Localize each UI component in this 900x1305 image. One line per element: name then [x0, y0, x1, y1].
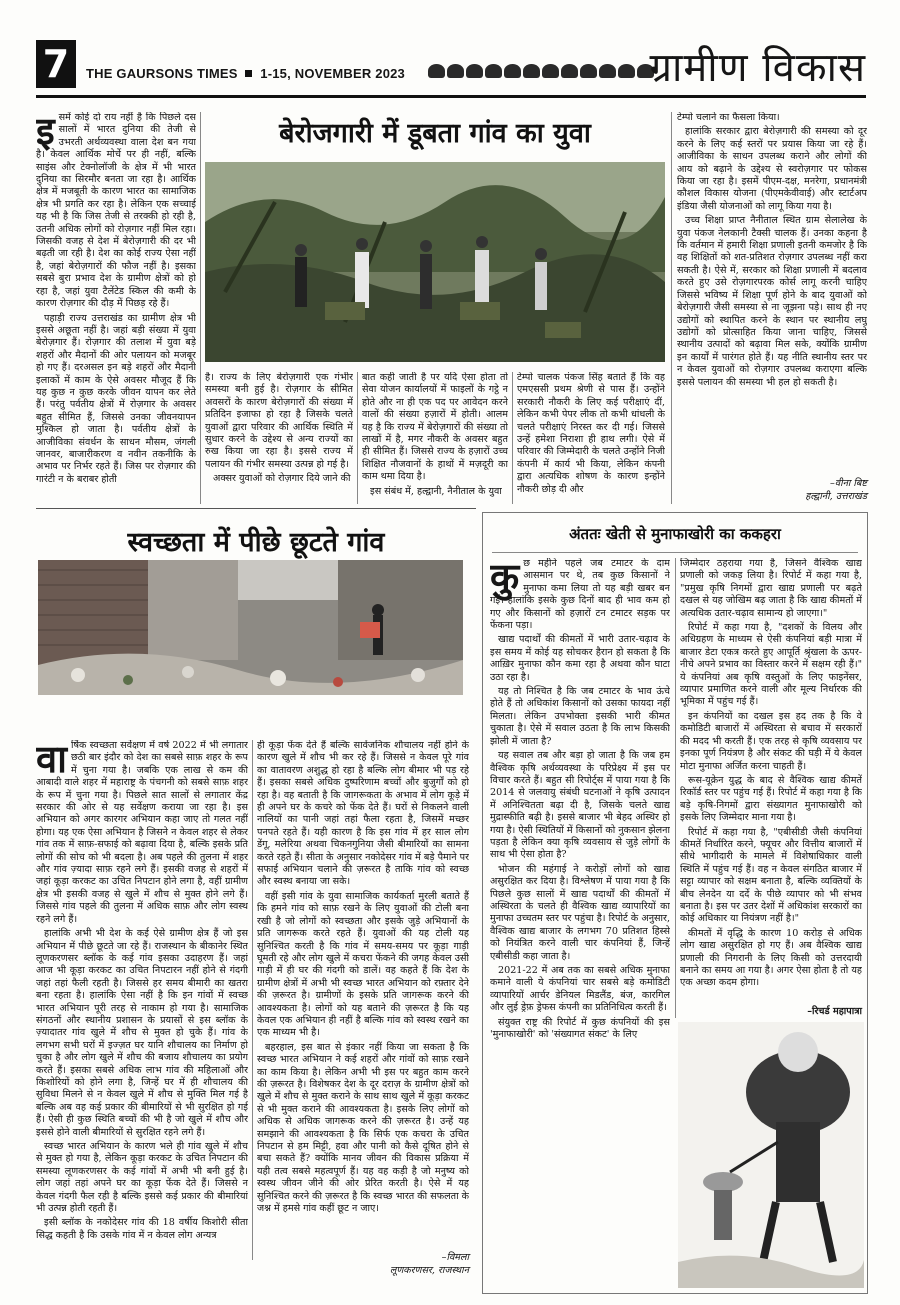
paper-name-line	[86, 66, 405, 81]
article1-col4	[517, 372, 665, 504]
paragraph: इसी ब्लॉक के नकोदेसर गांव की 18 वर्षीय किशोरी सीता सिद्ध कहती है कि उसके गांव में न केवल लोग अन्यत्र	[36, 1217, 248, 1241]
paragraph: यह सवाल तब और बड़ा हो जाता है कि जब हम वैश्विक कृषि अर्थव्यवस्था के परिप्रेक्ष्य में इस पर विचार करते हैं। बहुत सी रिपोर्ट्स में पाया गया है कि 2014 से जलवायु संबंधी घटनाओं ने कृषि उत्पादन में अनिश्चितता बढ़ा दी है, जिसके चलते खाद्य मुद्रास्फीति बढ़ी है। इससे बाजार भी बेहद अस्थिर हो गया है। ऐसी स्थितियों में किसानों को नुकसान झेलना पड़ता है लेकिन क्या कृषि व्यवसाय से जुड़े लोगों के साथ भी ऐसा होता है?	[490, 750, 670, 861]
diya-icon	[428, 64, 445, 78]
article2-byline	[257, 1250, 469, 1276]
diya-icon	[466, 64, 483, 78]
paragraph: यह तो निश्चित है कि जब टमाटर के भाव ऊंचे होते हैं तो अधिकांश किसानों को उसका फायदा नहीं मिलता। लेकिन उपभोक्ता इसकी भारी कीमत चुकाता है। ऐसे में सवाल उठता है कि लाभ किसकी झोली में जाता है?	[490, 686, 670, 747]
paper-name: THE GAURSONS TIMES	[86, 66, 238, 81]
paragraph: संयुक्त राष्ट्र की रिपोर्ट में कुछ कंपनियों की इस 'मुनाफाखोरी' को 'संख्यागत संकट' के लिए	[490, 1016, 670, 1041]
author: –वीना बिष्ट	[829, 478, 867, 489]
masthead	[36, 40, 866, 92]
diya-icon	[523, 64, 540, 78]
drop-cap: इ	[36, 112, 55, 153]
diya-icon	[447, 64, 464, 78]
diya-icon	[504, 64, 521, 78]
column-divider	[512, 372, 513, 504]
paragraph: है। राज्य के लिए बेरोज़गारी एक गंभीर समस्या बनी हुई है। रोज़गार के सीमित अवसरों के कारण बेरोज़गारों की संख्या में प्रतिदिन इजाफा हो रहा है जिसके चलते युवाओं द्वारा परिवार की आर्थिक स्थिति में सुधार करने के उद्देश्य से अन्य राज्यों का रुख किया जा रहा है। इससे राज्य में पलायन की गंभीर समस्या उत्पन्न हो गई है।	[205, 372, 353, 470]
diya-icon	[561, 64, 578, 78]
cartoon-illustration	[678, 1022, 864, 1288]
paragraph: बहरहाल, इस बात से इंकार नहीं किया जा सकता है कि स्वच्छ भारत अभियान ने कई शहरों और गांवों को साफ़ रखने का काम किया है। लेकिन अभी भी इस पर बहुत काम करने की ज़रूरत है। विशेषकर देश के दूर दराज़ के ग्रामीण क्षेत्रों को खुले में शौच से मुक्त कराने के साथ साथ खुले में कूड़ा करकट से भी मुक्त कराने की आवश्यकता है। इसके लिए लोगों को अधिक से अधिक जागरूक करने की ज़रूरत है। उन्हें यह समझाने की आवश्यकता है कि सिर्फ एक कचरा के उचित निपटान से हम मिट्टी, हवा और पानी को कैसे दूषित होने से बचा सकते हैं? क्योंकि मानव जीवन की विकास प्रक्रिया में यही तत्व सबसे महत्वपूर्ण हैं। यह वह कड़ी है जो मनुष्य को स्वस्थ जीवन जीने की ओर प्रेरित करती है। ऐसे में यह सुनिश्चित करने की ज़रूरत है कि स्वच्छ भारत की सफलता के जश्न में हमसे गांव कहीं छूट न जाए।	[257, 1041, 469, 1215]
paragraph: हालांकि सरकार द्वारा बेरोज़गारी की समस्या को दूर करने के लिए कई स्तरों पर प्रयास किया जा रहे हैं। आजीविका के साधन उपलब्ध कराने और लोगों की आय को बढ़ाने के उद्देश्य से स्वरोज़गार पर फोकस किया जा रहा है। इसमें पीएम-दक्ष, मनरेगा, प्रधानमंत्री कौशल विकास योजना (पीएमकेवीवाई) और स्टार्टअप इंडिया जैसी योजनाओं को लागू किया गया है।	[677, 126, 867, 212]
square-bullet-icon	[245, 70, 252, 77]
paragraph: इस संबंध में, हल्द्वानी, नैनीताल के युवा	[370, 485, 502, 497]
paragraph: र्षिक स्वच्छता सर्वेक्षण में वर्ष 2022 में भी लगातार छठी बार इंदौर को देश का सबसे साफ़ शहर के रूप में चुना गया है। जबकि एक लाख से कम की आबादी वाले शहर में महाराष्ट्र के पंचगनी को सबसे साफ़ शहर के रूप में चुना गया है। पिछले सात सालों से लगातार केंद्र सरकार की ओर से यह सर्वेक्षण कराया जा रहा है। इस अभियान को अगर कारगर अभियान कहा जाए तो गलत नहीं होगा। यह एक ऐसा अभियान है जिसने न केवल शहर से लेकर गांव तक में साफ़-सफाई को बढ़ावा दिया है, बल्कि इसके प्रति लोगों की सोच को भी बदला है। अब पहले की तुलना में शहर और गांव ज़्यादा साफ़ रहने लगे हैं। इसकी वजह से शहरों में जहां कूड़ा करकट का उचित निपटान होने लगा है, वहीं ग्रामीण क्षेत्र भी इसकी वजह से खुले में शौच से मुक्त होने लगे हैं। जिससे गांव पहले की तुलना में अधिक साफ़ और लोग स्वस्थ रहने लगे हैं।	[36, 740, 248, 925]
article1-col1	[36, 112, 196, 504]
paragraph: वहीं इसी गांव के युवा सामाजिक कार्यकर्ता मुरली बताते हैं कि हमने गांव को साफ़ रखने के लिए युवाओं की टोली बना रखी है जो लोगों को स्वच्छता और इसके जुड़े अभियानों के प्रति जागरूक करते रहते हैं। युवाओं की यह टोली यह सुनिश्चित करती है कि गांव में समय-समय पर कूड़ा गाड़ी घूमती रहे और लोग खुले में कचरा फेंकने की जगह केवल उसी गाड़ी में ही घर की गंदगी को डालें। वह कहते हैं कि देश के ग्रामीण क्षेत्रों में अभी भी स्वच्छ भारत अभियान को रफ़्तार देने की ज़रूरत है। ग्रामीणों के इसके प्रति जागरूक करने की आवश्यकता है। लोगों को यह बताने की ज़रूरत है कि यह केवल एक अभियान ही नहीं है बल्कि गांव को स्वस्थ रखने का एक माध्यम भी है।	[257, 890, 469, 1039]
article3-col2	[680, 558, 862, 998]
page-number: 7	[36, 40, 76, 88]
article1-headline: बेरोजगारी में डूबता गांव का युवा	[279, 118, 591, 149]
article1-col5	[677, 112, 867, 472]
drop-cap: कु	[490, 558, 520, 599]
youth-field-illustration	[205, 162, 665, 362]
paragraph: समें कोई दो राय नहीं है कि पिछले दस सालों में भारत दुनिया की तेजी से उभरती अर्थव्यवस्था वाला देश बन गया है। केवल आर्थिक मोर्चे पर ही नहीं, बल्कि साइंस और टेक्नोलॉजी के क्षेत्र में भी भारत दुनिया का सिरमौर बनता जा रहा है। आर्थिक क्षेत्र में मजबूती के कारण भारत का सामाजिक क्षेत्र भी प्रगति कर रहा है। लेकिन एक सच्चाई यह भी है कि जिस तेजी से तरक्की हो रही है, उतनी अधिक लोगों को रोज़गार नहीं मिल रहा। जिसकी वजह से देश में बेरोज़गारी की दर भी बढ़ती जा रही है। देश का कोई राज्य ऐसा नहीं है, जहां बेरोज़गारों की फौज नहीं है। इसका सबसे बुरा प्रभाव देश के ग्रामीण क्षेत्रों को हो रहा है, जहां युवा टैलेंटेड स्किल की कमी के कारण रोज़गार की दौड़ में पिछड़ रहे हैं।	[36, 112, 196, 310]
article1-col2	[205, 372, 353, 504]
section-title: ग्रामीण विकास	[649, 45, 866, 91]
paragraph: उच्च शिक्षा प्राप्त नैनीताल स्थित ग्राम सेलालेख के युवा पंकज नेलकानी टैक्सी चालक हैं। उनका कहना है कि वर्तमान में हमारी शिक्षा प्रणाली इतनी कमजोर है कि वह शिक्षितों को शत-प्रतिशत रोज़गार उपलब्ध नहीं करा सकती है। ऐसे में, सरकार को शिक्षा प्रणाली में बदलाव करते हुए उसे रोज़गारपरक कोर्स लागू करनी चाहिए जिससे भविष्य में शिक्षा पूर्ण होने के बाद युवाओं को बेरोज़गारी जैसी समस्या से ना जूझना पड़े। साथ ही नए उद्योगों को स्थापित करने के स्थान पर स्थानीय लघु उद्योगों को प्रोत्साहित किया जाना चाहिए, जिससे स्थानीय उत्पादों को बढ़ावा मिल सके, क्योंकि ग्रामीण इन कार्यों में पारंगत होते हैं। यह नीति स्थानीय स्तर पर न केवल युवाओं को रोज़गार उपलब्ध कराएगा बल्कि इससे पलायन की समस्या भी हल हो सकती है।	[677, 215, 867, 388]
column-divider	[200, 112, 201, 504]
paragraph: कीमतों में वृद्धि के कारण 10 करोड़ से अधिक लोग खाद्य असुरक्षित हो गए हैं। अब वैश्विक खाद्य प्रणाली की निगरानी के लिए किसी को उत्तरदायी बनाने का समय आ गया है। अगर ऐसा होता है तो यह एक अच्छा कदम होगा।	[680, 927, 862, 989]
article2-col1	[36, 740, 248, 1260]
diya-icon	[618, 64, 635, 78]
diya-icon	[542, 64, 559, 78]
author: –विमला	[441, 1252, 469, 1263]
paragraph: पहाड़ी राज्य उत्तराखंड का ग्रामीण क्षेत्र भी इससे अछूता नहीं है। जहां बड़ी संख्या में युवा बेरोज़गार हैं। रोज़गार की तलाश में युवा बड़े शहरों और मैदानों की ओर पलायन को मजबूर हो गए हैं। दरअसल इन बड़े शहरों और मैदानी इलाकों में काम के ऐसे अवसर मौजूद हैं कि यह कुछ न कुछ करके जीवन यापन कर लेते हैं। परंतु पर्वतीय क्षेत्रों में रोज़गार के अवसर बहुत सीमित हैं, जिससे उनका जीवनयापन मुश्किल हो जाता है। पर्वतीय क्षेत्रों के आजीविका संवर्धन के साधन मौसम, जंगली जानवर, बाजारीकरण व नवीन तकनीकि के अभाव पर निर्भर रहते हैं। जिस पर रोज़गार की गारंटी न के बराबर होती	[36, 312, 196, 485]
column-divider	[252, 740, 253, 1260]
diya-icon	[580, 64, 597, 78]
paragraph: खाद्य पदार्थों की कीमतों में भारी उतार-चढ़ाव के इस समय में कोई यह सोचकर हैरान हो सकता है कि आख़िर मुनाफा कौन कमा रहा है अथवा कौन घाटा उठा रहा है।	[490, 634, 670, 683]
paragraph: हालांकि अभी भी देश के कई ऐसे ग्रामीण क्षेत्र हैं जो इस अभियान में पीछे छूटते जा रहे हैं। राजस्थान के बीकानेर स्थित लूणकरणसर ब्लॉक के कई गांव इसका उदाहरण हैं। जहां आज भी कूड़ा करकट का उचित निपटारन नहीं होने से गंदगी जहां तहां फैली रहती है। जिससे हर समय बीमारी का खतरा बना रहता है। हालांकि ऐसा नहीं है कि इन गांवों में स्वच्छ भारत अभियान पूरी तरह से नाकाम हो गया है। सामाजिक संगठनों और स्थानीय प्रशासन के प्रयासों से इस ब्लॉक के ज़्यादातर गांव खुले में शौच से मुक्त हो चुके हैं। गांव के लगभग सभी घरों में इज्ज़त घर यानि शौचालय का निर्माण हो चुका है और लोग खुले में शौच की बजाय शौचालय का प्रयोग करते हैं। इसका सबसे अधिक लाभ गांव की महिलाओं और किशोरियों को होने लगा है, जिन्हें घर में ही शौचालय की सुविधा मिलने से न केवल खुले में शौच से मुक्ति मिल गई है बल्कि अब वह कई प्रकार की बीमारियों से भी सुरक्षित हो गई हैं। ऐसी ही कुछ स्थिति बच्चों की भी है जो खुले में शौच और इससे होने वाली बीमारियों से सुरक्षित रहने लगे हैं।	[36, 928, 248, 1138]
paragraph: ही कूड़ा फेंक देते हैं बल्कि सार्वजनिक शौचालय नहीं होने के कारण खुले में शौच भी कर रहे हैं। जिससे न केवल पूरे गांव का वातावरण अशुद्ध हो रहा है बल्कि लोग बीमार भी पड़ रहे हैं। इसका सबसे अधिक दुष्परिणाम बच्चों और बुजुर्गों को हो रहा है। वह बताती है कि जागरूकता के अभाव में लोग कूड़े में ही अपने घर के कचरे को फेंक देते हैं। घरों से निकलने वाली नालियों का पानी जहां तहां फैला रहता है, जिसमें मच्छर पनपते रहते हैं। यही कारण है कि इस गांव में हर साल लोग डेंगू, मलेरिया अथवा चिकनगुनिया जैसी बीमारियों का सामना करते रहते हैं। सीता के अनुसार नकोदेसर गांव में बड़े पैमाने पर सफाई अभियान चलाने की ज़रूरत है ताकि गांव को स्वच्छ और स्वस्थ बनाया जा सके।	[257, 740, 469, 888]
paragraph: जिम्मेदार ठहराया गया है, जिसने वैश्विक खाद्य प्रणाली को जकड़ लिया है। रिपोर्ट में कहा गया है, "प्रमुख कृषि निगमों द्वारा खाद्य प्रणाली पर बढ़ते दखल से यह जोखिम बढ़ जाता है कि खाद्य कीमतों में अत्यधिक उतार-चढ़ाव सामान्य हो जाएगा।"	[680, 558, 862, 619]
article2-col2	[257, 740, 469, 1245]
headline-rule	[492, 552, 858, 553]
diya-icon	[485, 64, 502, 78]
paragraph: अक्सर युवाओं को रोज़गार दिये जाने की	[213, 473, 351, 485]
article2-headline: स्वच्छता में पीछे छूटते गांव	[127, 527, 385, 558]
article3-col1	[490, 558, 670, 1258]
paragraph: रिपोर्ट में कहा गया है, "एबीसीडी जैसी कंपनियां कीमतें निर्धारित करने, फ्यूचर और वित्तीय बाजारों में सीधे भागीदारी के मामले में विशेषाधिकार वाली स्थिति में पहुंच गई हैं। वह न केवल संगठित बाजार में सट्टा व्यापार को सक्षम बनाता है, बल्कि व्यक्तियों के बीच लेनदेन या दर्दे के पीछे व्यापार को भी संभव बनाता है। इस पर उतर देशों में अधिकांश सरकारों का कोई अधिकार या नियंत्रण नहीं है।"	[680, 826, 862, 925]
column-divider	[675, 558, 676, 1018]
article3-cartoon	[678, 1022, 864, 1288]
place: लूणकरणसर, राजस्थान	[389, 1265, 469, 1276]
paragraph: स्वच्छ भारत अभियान के कारण भले ही गांव खुले में शौच से मुक्त हो गया है, लेकिन कूड़ा करकट के उचित निपटान की समस्या लूणकरणसर के कई गांवों में अभी भी बनी हुई है। लोग जहां तहां अपने घर का कूड़ा फेंक देते हैं। जिससे न केवल गंदगी फैल रही है बल्कि इससे कई प्रकार की बीमारियां भी उत्पन्न होती रहती हैं।	[36, 1141, 248, 1215]
issue-date: 1-15, NOVEMBER 2023	[260, 66, 405, 81]
article1-byline	[677, 476, 867, 502]
paragraph: टेम्पो चालक पंकज सिंह बताते हैं कि वह एमएससी प्रथम श्रेणी से पास हैं। उन्होंने सरकारी नौकरी के लिए कई परीक्षाएं दीं, लेकिन कभी पेपर लीक तो कभी धांधली के चलते परीक्षाएं निरस्त कर दी गई। जिससे उन्हें हमेशा निराशा ही हाथ लगी। ऐसे में परिवार की जिम्मेदारी के चलते उन्होंने निजी कंपनी में कार्य भी किया, लेकिन कंपनी द्वारा अत्यधिक शोषण के कारण इन्होंने नौकरी छोड़ दी और	[517, 372, 665, 495]
article1-photo-youth-in-field	[205, 162, 665, 362]
paragraph: रूस-यूक्रेन युद्ध के बाद से वैश्विक खाद्य कीमतें रिकॉर्ड स्तर पर पहुंच गई हैं। रिपोर्ट में कहा गया है कि बड़े कृषि-निगमों द्वारा संख्यागत मुनाफाखोरी को इसके लिए जिम्मेदार माना गया है।	[680, 774, 862, 824]
diya-icon	[599, 64, 616, 78]
drop-cap: वा	[36, 740, 67, 781]
article3-byline: –रिचर्ड महापात्रा	[807, 1006, 862, 1017]
article1-col3	[362, 372, 508, 504]
place: हल्द्वानी, उत्तराखंड	[805, 491, 867, 502]
paragraph: भोजन की महंगाई ने करोड़ों लोगों को खाद्य असुरक्षित कर दिया है। विश्लेषण में पाया गया है कि पिछले कुछ सालों में खाद्य पदार्थों की कीमतों में अस्थिरता के चलते ही वैश्विक खाद्य व्यापारियों का मुनाफा उच्चतम स्तर पर पहुंचा है। रिपोर्ट के अनुसार, वैश्विक खाद्य बाजार के लगभग 70 प्रतिशत हिस्से को नियंत्रित करने वाली चार कंपनियां हैं, जिन्हें एबीसीडी कहा जाता है।	[490, 863, 670, 962]
column-divider	[671, 112, 672, 504]
paragraph: 2021-22 में अब तक का सबसे अधिक मुनाफा कमाने वाली ये कंपनियां चार सबसे बड़े कमोडिटी व्यापारियों आर्चर डेनियल मिडलैंड, बंज, कारगिल और लुई ड्रेफ़ ड्रेफस कंपनी का प्रतिनिधित्व करती हैं।	[490, 965, 670, 1014]
paragraph: इन कंपनियों का दखल इस हद तक है कि वे कमोडिटी बाजारों में अस्थिरता से बचाव में सरकारों की मदद भी करती हैं। एक तरह से कृषि व्यवसाय पर इनका पूर्ण नियंत्रण है और संकट की घड़ी में ये केवल मोटा मुनाफा अर्जित करना चाहती हैं।	[680, 710, 862, 772]
article3-headline: अंततः खेती से मुनाफाखोरी का ककहरा	[569, 525, 781, 543]
column-divider	[357, 372, 358, 504]
paragraph: टेम्पो चलाने का फैसला किया।	[677, 112, 780, 123]
article2-photo-village-garbage	[38, 560, 463, 695]
village-lane-illustration	[38, 560, 463, 695]
paragraph: रिपोर्ट में कहा गया है, "दशकों के विलय और अधिग्रहण के माध्यम से ऐसी कंपनियां बड़ी मात्रा में बाजार डेटा एकत्र करते हुए आपूर्ति श्रृंखला के ऊपर-नीचे अपने प्रभाव का विस्तार करने में सक्षम रही हैं।" ये कंपनियां अब कृषि वस्तुओं के लिए फाइनेंसर, व्यापार प्रमाणित करने वाली और मूल्य निर्धारक की भूमिका में पहुंच गई हैं।	[680, 622, 862, 708]
section-divider	[36, 508, 476, 509]
diya-lamps-decoration	[428, 64, 654, 82]
masthead-rule	[36, 95, 866, 98]
paragraph: छ महीने पहले जब टमाटर के दाम आसमान पर थे, तब कुछ किसानों ने मुनाफा कमा लिया तो यह बड़ी खबर बन गई। हालांकि इसके कुछ दिनों बाद ही भाव कम हो गए और किसानों को हज़ारों टन टमाटर सड़क पर फेंकना पड़ा।	[490, 558, 670, 632]
paragraph: बात कही जाती है पर यदि ऐसा होता तो सेवा योजन कार्यालयों में फाइलों के गट्ठे न होते और ना ही एक पद पर आवेदन करने वालों की संख्या हज़ारों में होती। आलम यह है कि राज्य में बेरोज़गारों की संख्या तो लाखों में है, मगर नौकरी के अवसर बहुत ही सीमित हैं। जिससे राज्य के हज़ारों उच्च शिक्षित नौजवानों के हाथों में मज़दूरी का काम थमा दिया है।	[362, 372, 508, 483]
